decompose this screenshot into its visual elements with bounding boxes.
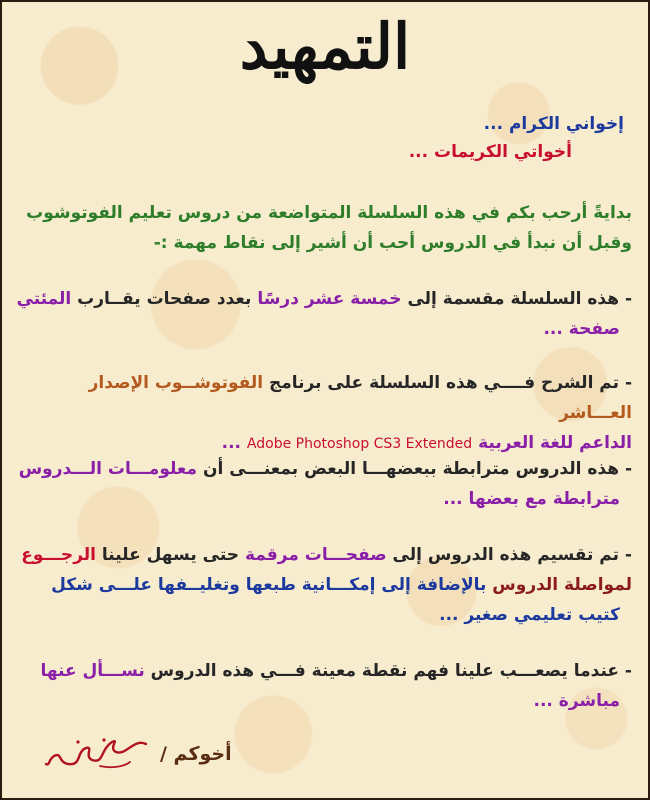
point-4-line-3: كتيب تعليمي صغير ... [439,605,620,625]
intro-block [16,198,632,258]
point-3 [16,454,632,514]
point-3-highlight-info: معلومـــات الـــدروس [18,459,198,479]
point-2 [16,368,632,459]
point-2-text: - تم الشرح فــــي هذه السلسلة على برنامج [263,373,632,393]
page-title: التمهيد [239,10,411,83]
point-1-text-2: بعدد صفحات يقــارب [71,289,258,309]
point-5 [16,656,632,716]
point-4-print: بالإضافة إلى إمكـــانية طبعها وتغليــفها علـــى شكل [51,575,493,595]
point-4 [16,540,632,630]
point-3-text: - هذه الدروس مترابطة ببعضهـــا البعض بمعنـــى أن [197,459,632,479]
point-2-arabic-support: الداعم للغة العربية [472,433,632,453]
point-5-highlight-ask: نســـأل عنها [40,661,145,681]
intro-line-2: وقبل أن نبدأ في الدروس أحب أن أشير إلى نقاط مهمة :- [153,233,632,253]
intro-line-1: بدايةً أرحب بكم في هذه السلسلة المتواضعة من دروس تعليم الفوتوشوب [26,203,632,223]
point-1 [16,284,632,344]
point-2-highlight-version: الفوتوشــوب الإصدار العـــاشر [88,373,632,423]
point-1-highlight-lessons: خمسة عشر درسًا [257,289,402,309]
signature [42,734,232,774]
greeting-block [16,110,632,166]
point-5-line-2: مباشرة ... [533,691,620,711]
point-1-text: - هذه السلسلة مقسمة إلى [401,289,632,309]
point-2-ellipsis: ... [221,433,247,453]
point-4-highlight-return: الرجـــوع [21,545,96,565]
point-4-highlight-pages: صفحـــات مرقمة [244,545,387,565]
greeting-line-brothers: إخواني الكرام ... [483,114,624,134]
point-4-text-2: حتى يسهل علينا [95,545,245,565]
point-2-product-name: Adobe Photoshop CS3 Extended [246,436,473,452]
point-1-highlight-pages: المئتي [16,289,72,309]
greeting-line-sisters: أخواتي الكريمات ... [408,142,572,162]
point-1-line-2: صفحة ... [543,319,620,339]
point-3-line-2: مترابطة مع بعضها ... [443,489,620,509]
handwritten-signature-icon [42,734,152,774]
point-5-text: - عندما يصعـــب علينا فهم نقطة معينة فـــي هذه الدروس [144,661,632,681]
signature-label: أخوكم / [160,743,232,765]
point-4-text: - تم تقسيم هذه الدروس إلى [386,545,632,565]
point-4-continue: لمواصلة الدروس [492,575,632,595]
